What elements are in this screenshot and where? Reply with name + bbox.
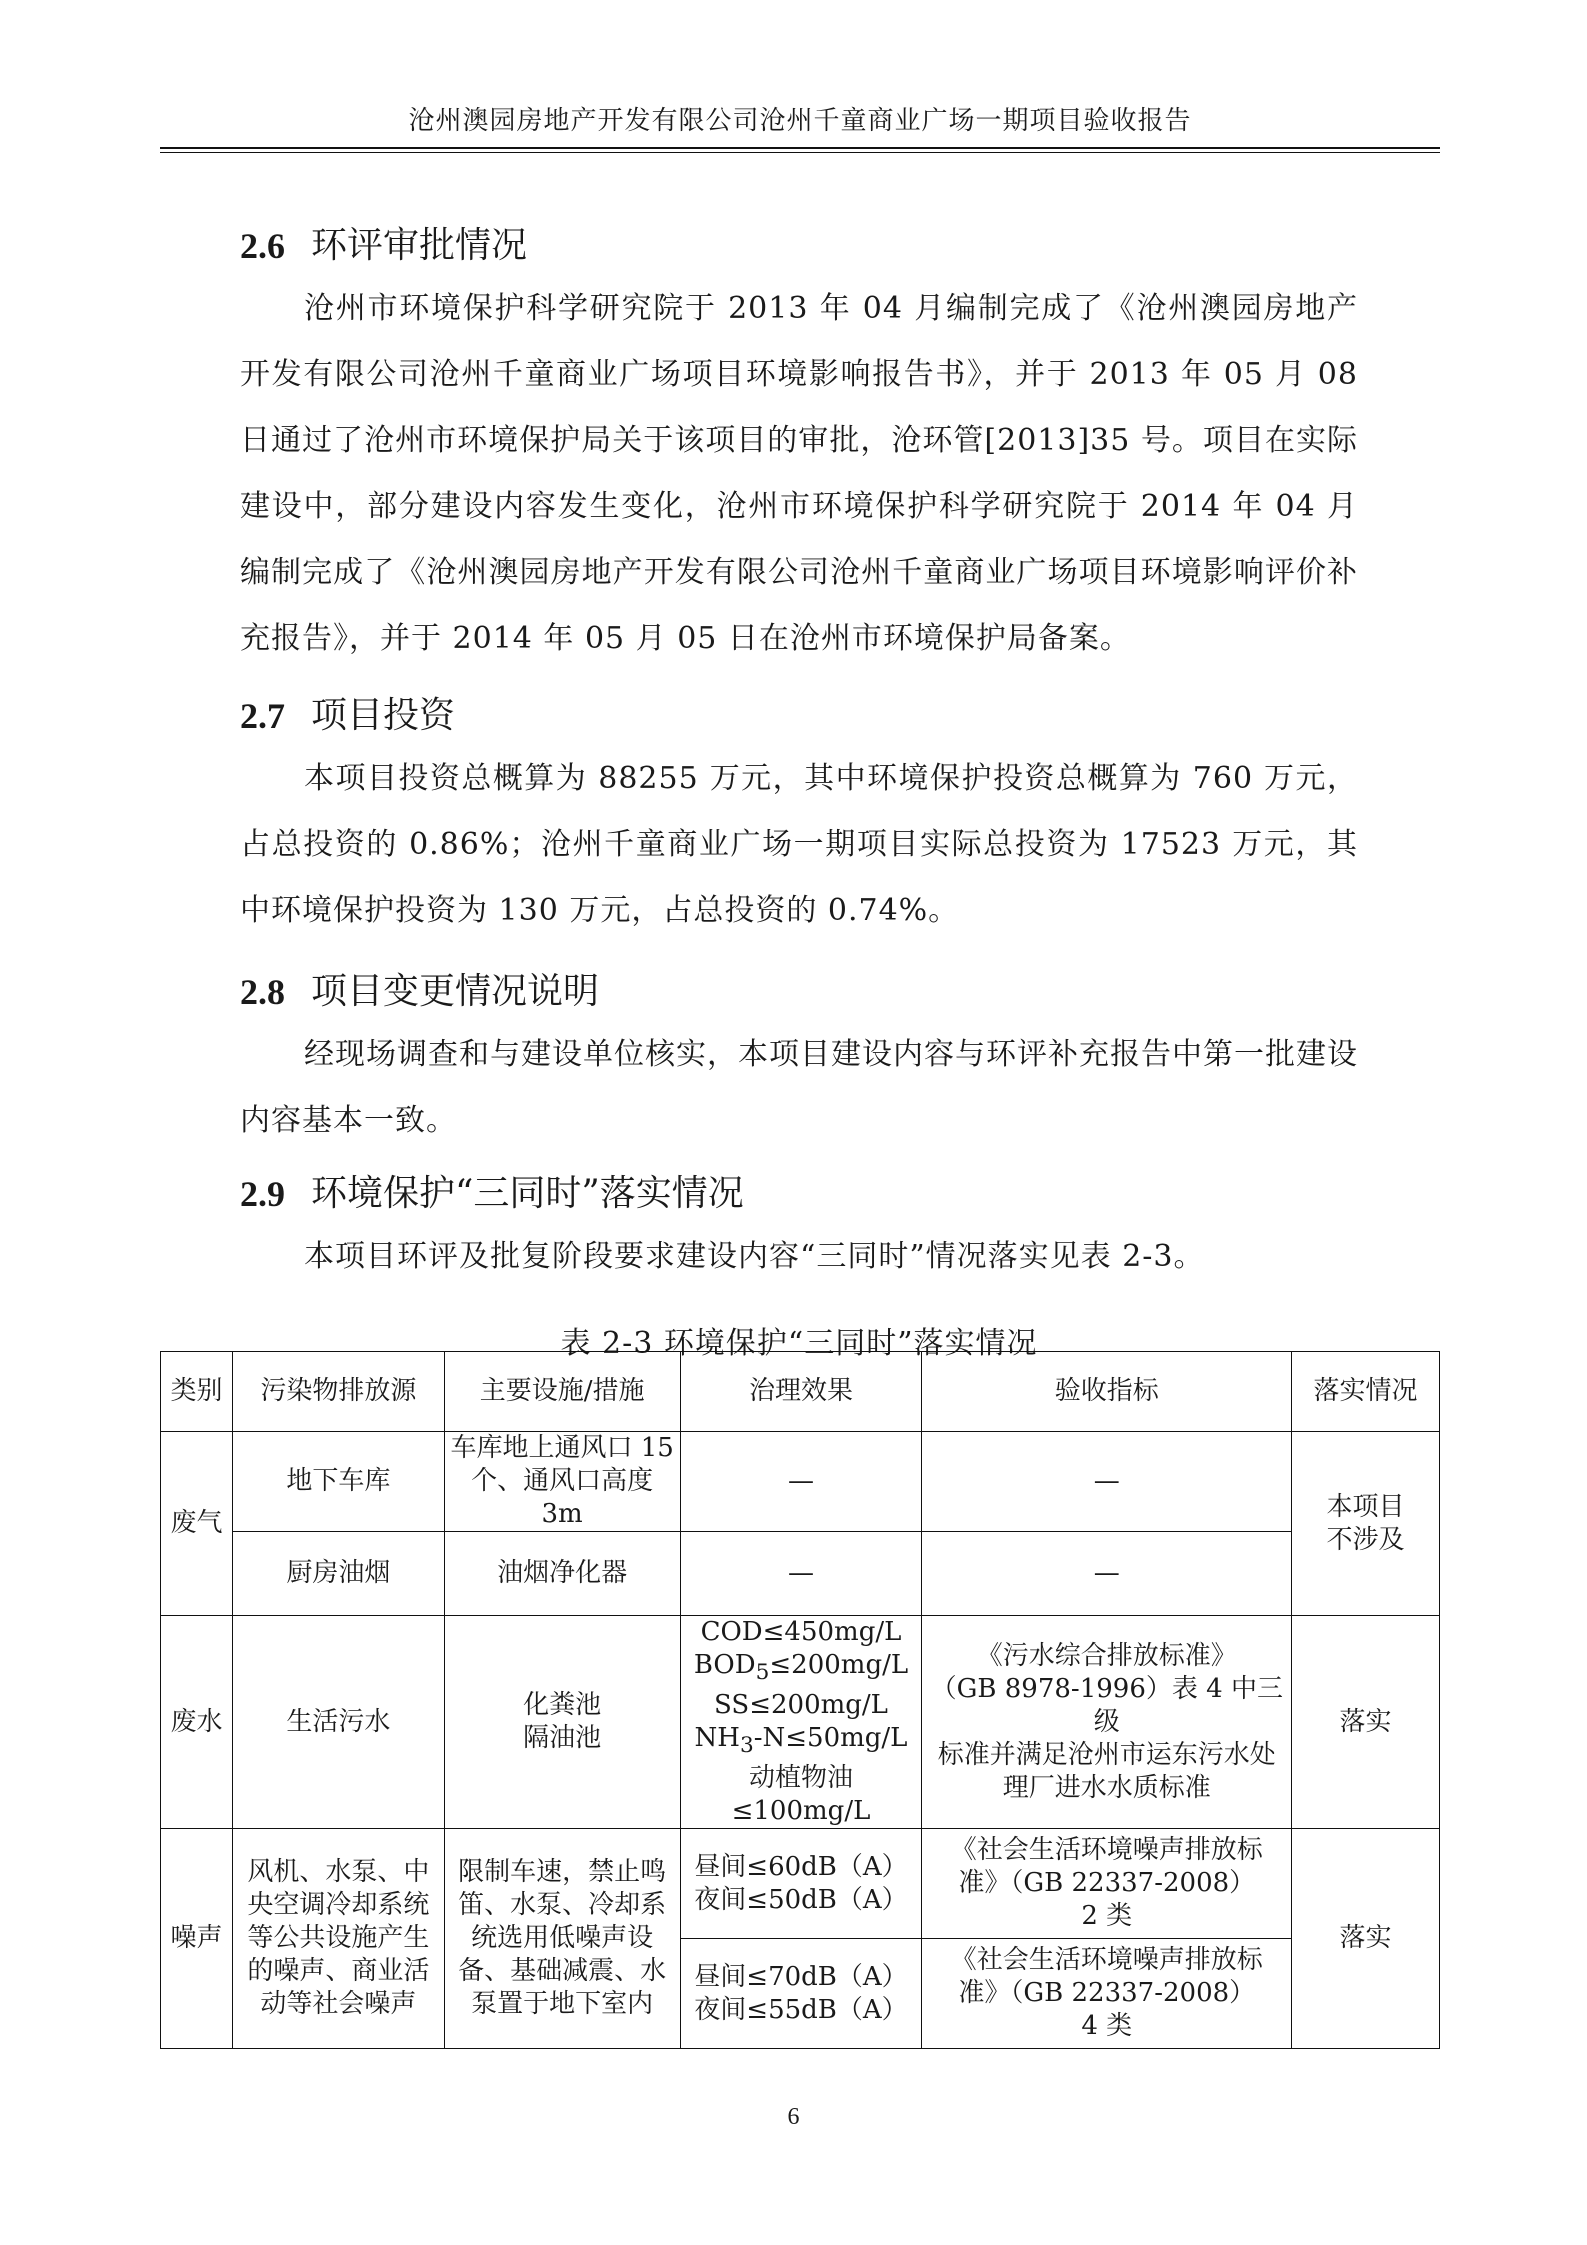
table-row — [161, 1829, 1440, 1939]
source-cell: 厨房油烟 — [232, 1532, 444, 1616]
effect-cell — [680, 1939, 922, 2049]
table-caption: 表 2-3 环境保护“三同时”落实情况 — [560, 1326, 1038, 1361]
section-title: 环境保护“三同时”落实情况 — [311, 1173, 744, 1214]
cell-line: 夜间≤50dB（A） — [694, 1884, 908, 1915]
header-cell: 治理效果 — [680, 1352, 922, 1432]
cell-line: 昼间≤60dB（A） — [694, 1851, 908, 1882]
cell-line: 央空调冷却系统 — [247, 1890, 430, 1921]
section-number: 2.9 — [240, 1174, 285, 1214]
section-2-8 — [240, 962, 1358, 1154]
main-content — [240, 198, 1358, 1366]
cell-line: 笛、水泵、冷却系 — [458, 1890, 667, 1921]
cell-line: 夜间≤55dB（A） — [694, 1994, 908, 2025]
cell-line: 准》（GB 22337-2008） — [958, 1978, 1256, 2009]
page-number: 6 — [787, 2104, 800, 2130]
section-2-6 — [240, 216, 1358, 672]
table-row — [161, 1432, 1440, 1532]
text-part: -N≤50mg/L — [753, 1723, 908, 1754]
cell-line: 《社会生活环境噪声排放标 — [950, 1835, 1263, 1866]
cell-line: 2 类 — [1081, 1901, 1133, 1932]
status-cell — [1292, 1432, 1440, 1616]
measure-cell — [444, 1616, 680, 1829]
measure-cell: 油烟净化器 — [444, 1532, 680, 1616]
cell-line: 标准并满足沧州市运东污水处 — [937, 1739, 1276, 1770]
text-part: BOD — [693, 1650, 756, 1680]
section-number: 2.8 — [240, 972, 285, 1012]
section-number: 2.7 — [240, 696, 285, 736]
index-cell: — — [922, 1532, 1292, 1616]
category-cell: 废水 — [161, 1616, 233, 1829]
section-paragraph: 本项目投资总概算为 88255 万元，其中环境保护投资总概算为 760 万元，占总投资的 0.86%；沧州千童商业广场一期项目实际总投资为 17523 万元，其中环境保护投资为 130 万元，占总投资的 0.74%。 — [240, 761, 1358, 928]
effect-cell — [680, 1616, 922, 1829]
subscript: 3 — [739, 1733, 754, 1759]
source-cell: 地下车库 — [232, 1432, 444, 1532]
effect-cell — [680, 1829, 922, 1939]
section-title: 项目投资 — [311, 695, 456, 736]
table-row — [161, 1532, 1440, 1616]
table-row — [161, 1616, 1440, 1829]
section-heading — [240, 686, 1358, 746]
section-heading — [240, 216, 1358, 276]
section-2-9 — [240, 1164, 1358, 1290]
page-header: 沧州澳园房地产开发有限公司沧州千童商业广场一期项目验收报告 — [160, 100, 1440, 149]
category-cell: 废气 — [161, 1432, 233, 1616]
cell-line: 化粪池 — [523, 1690, 602, 1721]
cell-line: 个、通风口高度 3m — [471, 1466, 654, 1529]
cell-line: 隔油池 — [523, 1723, 602, 1754]
effect-cell: — — [680, 1432, 922, 1532]
table-header-row — [161, 1352, 1440, 1432]
cell-line: 的噪声、商业活 — [247, 1956, 430, 1987]
status-cell: 落实 — [1292, 1616, 1440, 1829]
section-paragraph: 本项目环评及批复阶段要求建设内容“三同时”情况落实见表 2-3。 — [304, 1239, 1205, 1274]
cell-line: 风机、水泵、中 — [247, 1857, 430, 1888]
source-cell — [232, 1829, 444, 2049]
index-cell — [922, 1829, 1292, 1939]
section-title: 环评审批情况 — [311, 225, 528, 266]
measure-cell — [444, 1829, 680, 2049]
cell-line — [685, 1722, 918, 1762]
cell-line: SS≤200mg/L — [714, 1690, 888, 1721]
header-cell: 类别 — [161, 1352, 233, 1432]
cell-line: COD≤450mg/L — [700, 1617, 902, 1647]
cell-line: 统选用低噪声设 — [471, 1923, 654, 1954]
text-part: ≤200mg/L — [769, 1650, 909, 1680]
text-part: NH — [694, 1723, 740, 1754]
header-cell: 主要设施/措施 — [444, 1352, 680, 1432]
cell-line: 《污水综合排放标准》 — [976, 1640, 1237, 1671]
section-paragraph: 经现场调查和与建设单位核实，本项目建设内容与环评补充报告中第一批建设内容基本一致。 — [240, 1037, 1358, 1138]
section-number: 2.6 — [240, 226, 285, 266]
three-simultaneities-table — [160, 1351, 1440, 2049]
effect-cell: — — [680, 1532, 922, 1616]
cell-line: 泵置于地下室内 — [471, 1989, 654, 2020]
cell-line: （GB 8978-1996）表 4 中三级 — [930, 1673, 1283, 1737]
cell-line: 准》（GB 22337-2008） — [958, 1868, 1256, 1899]
cell-line: 本项目 — [1326, 1491, 1405, 1522]
cell-line — [685, 1649, 918, 1689]
cell-line: 昼间≤70dB（A） — [694, 1961, 908, 1992]
index-cell — [922, 1616, 1292, 1829]
section-heading — [240, 1164, 1358, 1224]
cell-line: 4 类 — [1081, 2011, 1133, 2042]
source-cell: 生活污水 — [232, 1616, 444, 1829]
cell-line: 车库地上通风口 15 — [450, 1433, 674, 1463]
header-cell: 污染物排放源 — [232, 1352, 444, 1432]
section-2-7 — [240, 686, 1358, 944]
section-title: 项目变更情况说明 — [311, 971, 600, 1012]
cell-line: 备、基础减震、水 — [458, 1956, 667, 1987]
cell-line: 等公共设施产生 — [247, 1923, 430, 1954]
index-cell — [922, 1939, 1292, 2049]
section-paragraph: 沧州市环境保护科学研究院于 2013 年 04 月编制完成了《沧州澳园房地产开发有限公司沧州千童商业广场项目环境影响报告书》，并于 2013 年 05 月 08 日通过了沧州市环境保护局关于该项目的审批，沧环管[2013]35 号。项目在实际建设中，部分建设内容发生变化，沧州市环境保护科学研究院于 2014 年 04 月编制完成了《沧州澳园房地产开发有限公司沧州千童商业广场项目环境影响评价补充报告》，并于 2014 年 05 月 05 日在沧州市环境保护局备案。 — [240, 291, 1358, 656]
cell-line: 动等社会噪声 — [260, 1989, 417, 2020]
cell-line: 限制车速，禁止鸣 — [458, 1857, 667, 1888]
cell-line: 《社会生活环境噪声排放标 — [950, 1945, 1263, 1976]
cell-line: 不涉及 — [1326, 1524, 1405, 1555]
category-cell: 噪声 — [161, 1829, 233, 2049]
section-heading — [240, 962, 1358, 1022]
header-cell: 落实情况 — [1292, 1352, 1440, 1432]
subscript: 5 — [755, 1660, 770, 1686]
index-cell: — — [922, 1432, 1292, 1532]
cell-line: 理厂进水水质标准 — [1002, 1772, 1211, 1803]
measure-cell — [444, 1432, 680, 1532]
cell-line: 动植物油≤100mg/L — [731, 1763, 871, 1827]
header-cell: 验收指标 — [922, 1352, 1292, 1432]
status-cell: 落实 — [1292, 1829, 1440, 2049]
